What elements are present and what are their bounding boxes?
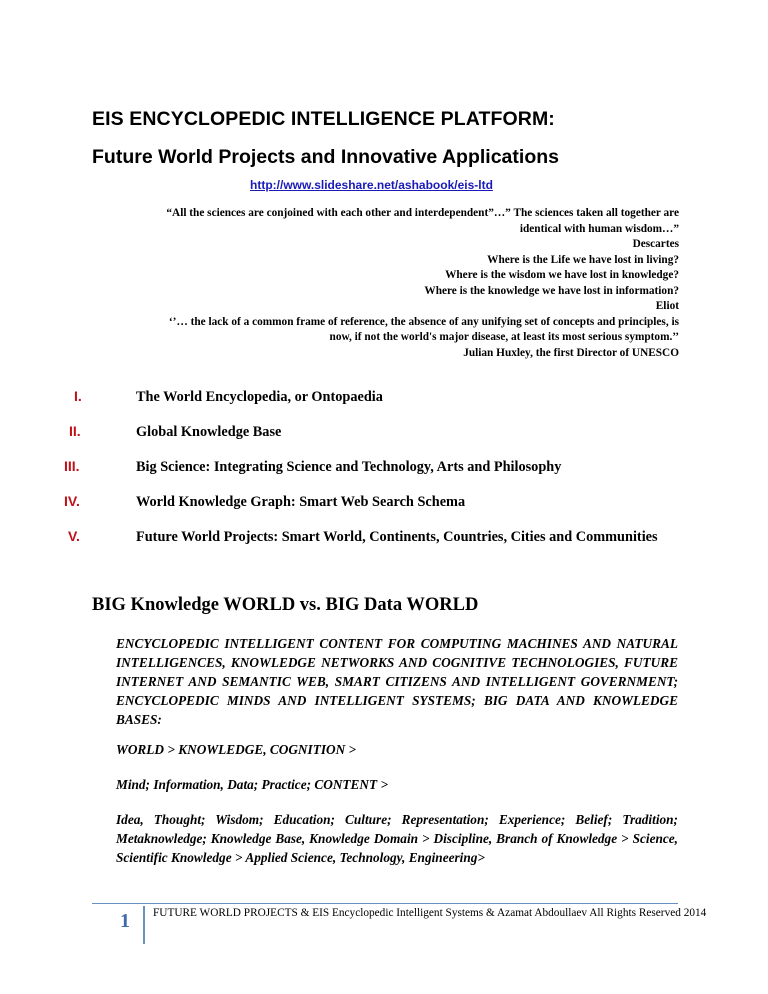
toc-numeral: III. [64,458,80,474]
slideshare-link[interactable]: http://www.slideshare.net/ashabook/eis-ltd [250,178,493,192]
section-heading: BIG Knowledge WORLD vs. BIG Data WORLD [92,595,479,615]
toc-numeral: IV. [64,493,80,509]
toc-item [64,528,704,578]
quote-eliot-line1: Where is the Life we have lost in living? [487,253,679,266]
toc-numeral: I. [74,388,82,404]
quote-huxley-author: Julian Huxley, the first Director of UNESCO [463,346,679,359]
page-number: 1 [120,910,130,932]
quote-huxley-line1: ‘’… the lack of a common frame of reference, the absence of any unifying set of concepts and principles, is [168,315,679,328]
footer-text: FUTURE WORLD PROJECTS & EIS Encyclopedic Intelligent Systems & Azamat Abdoullaev All Rights Reserved 2014 [153,907,707,919]
quote-descartes-line1: “All the sciences are conjoined with each other and interdependent”…” The sciences taken all together are [166,207,679,219]
table-of-contents [64,388,704,578]
footer-rule [92,903,678,904]
toc-item [64,423,704,458]
toc-numeral: II. [69,423,81,439]
quote-huxley-line2: now, if not the world's major disease, at least its most serious symptom.’’ [329,331,679,343]
quote-eliot-line3: Where is the knowledge we have lost in information? [424,284,679,297]
toc-item [64,493,704,528]
toc-item [64,388,704,423]
quote-descartes-line2: identical with human wisdom…” [519,222,679,235]
toc-text: Global Knowledge Base [136,424,282,440]
epigraph-quotes [90,206,679,361]
section-paragraph-content: ENCYCLOPEDIC INTELLIGENT CONTENT FOR COMPUTING MACHINES AND NATURAL INTELLIGENCES, KNOWLEDGE NETWORKS AND COGNITIVE TECHNOLOGIES, FUTURE INTERNET AND SEMANTIC WEB, SMART CITIZENS AND INTELLIGENT GOVERNMENT; ENCYCLOPEDIC MINDS AND INTELLIGENT SYSTEMS; BIG DATA AND KNOWLEDGE BASES: [116,636,678,727]
toc-item [64,458,704,493]
toc-text: Future World Projects: Smart World, Continents, Countries, Cities and Communities [136,529,658,545]
quote-eliot-line2: Where is the wisdom we have lost in knowledge? [445,269,679,281]
section-paragraph-world: WORLD > KNOWLEDGE, COGNITION > [116,742,357,757]
toc-text: World Knowledge Graph: Smart Web Search Schema [136,494,466,510]
page-footer [98,906,707,944]
quote-eliot-author: Eliot [655,300,679,312]
toc-numeral: V. [68,528,80,544]
section-paragraph-mind: Mind; Information, Data; Practice; CONTENT > [116,777,389,792]
footer-divider [143,906,145,944]
document-subtitle: Future World Projects and Innovative Applications [92,146,559,168]
toc-text: Big Science: Integrating Science and Technology, Arts and Philosophy [136,459,562,475]
quote-descartes-author: Descartes [632,238,679,250]
toc-text: The World Encyclopedia, or Ontopaedia [136,389,383,405]
document-title: EIS ENCYCLOPEDIC INTELLIGENCE PLATFORM: [92,108,555,130]
section-paragraph-idea: Idea, Thought; Wisdom; Education; Culture; Representation; Experience; Belief; Tradition; Metaknowledge; Knowledge Base, Knowledge Domain > Discipline, Branch of Knowledge > Science, Scientific Knowledge > Applied Science, Technology, Engineering> [116,812,678,865]
